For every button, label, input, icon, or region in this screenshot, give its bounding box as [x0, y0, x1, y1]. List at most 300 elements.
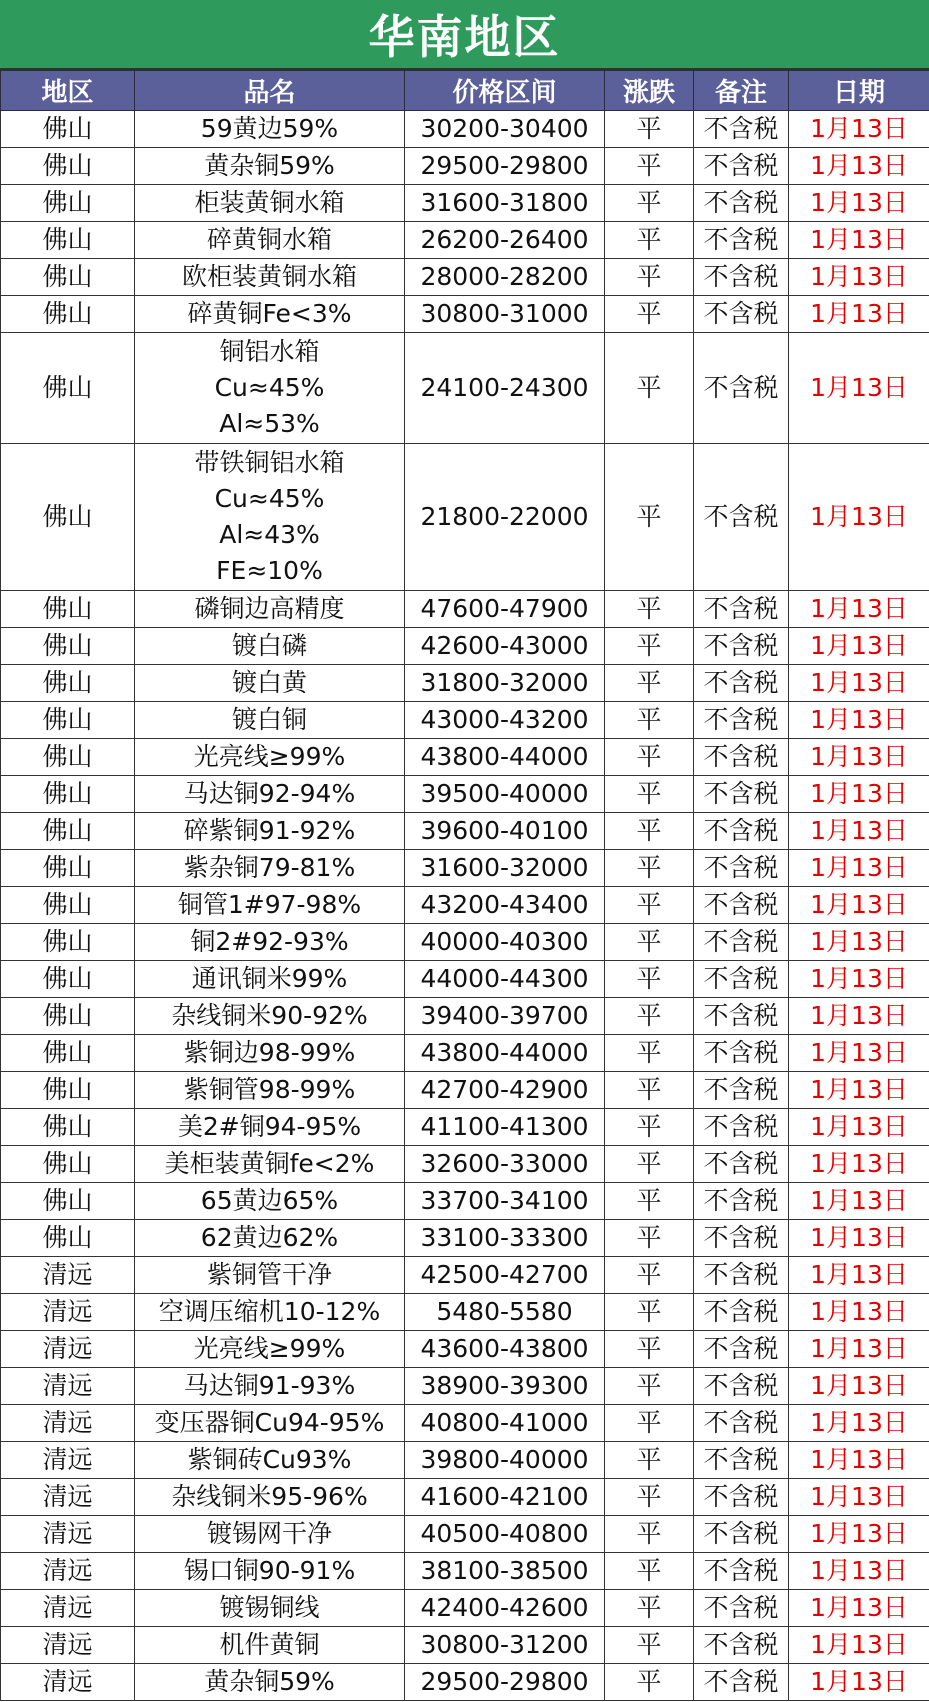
- cell-change: 平: [605, 1664, 694, 1701]
- cell-name-line: 通讯铜米99%: [191, 964, 348, 993]
- cell-name-line: Cu≈45%: [214, 373, 325, 402]
- table-row: [1, 924, 929, 961]
- cell-name: [135, 850, 405, 887]
- table-row: [1, 628, 929, 665]
- cell-date: 1月13日: [789, 702, 929, 739]
- header-change: 涨跌: [605, 71, 694, 111]
- cell-change: 平: [605, 998, 694, 1035]
- cell-date: 1月13日: [789, 998, 929, 1035]
- cell-date: 1月13日: [789, 1257, 929, 1294]
- table-row: [1, 333, 929, 444]
- cell-date: 1月13日: [789, 1590, 929, 1627]
- cell-date: 1月13日: [789, 628, 929, 665]
- table-row: [1, 739, 929, 776]
- cell-price: 40500-40800: [405, 1516, 605, 1553]
- cell-region: 佛山: [1, 591, 135, 628]
- table-row: [1, 665, 929, 702]
- cell-change: 平: [605, 1035, 694, 1072]
- cell-region: 佛山: [1, 702, 135, 739]
- cell-name: [135, 1479, 405, 1516]
- table-row: [1, 1257, 929, 1294]
- cell-name: [135, 111, 405, 148]
- cell-date: 1月13日: [789, 924, 929, 961]
- cell-name-line: 紫铜管98-99%: [183, 1075, 356, 1104]
- cell-note: 不含税: [694, 185, 789, 222]
- cell-name: [135, 333, 405, 444]
- cell-note: 不含税: [694, 296, 789, 333]
- table-row: [1, 591, 929, 628]
- cell-name: [135, 998, 405, 1035]
- cell-name-line: 65黄边65%: [200, 1186, 339, 1215]
- cell-name-line: 光亮线≥99%: [193, 742, 346, 771]
- cell-price: 31600-31800: [405, 185, 605, 222]
- cell-change: 平: [605, 296, 694, 333]
- cell-date: 1月13日: [789, 185, 929, 222]
- cell-change: 平: [605, 961, 694, 998]
- cell-note: 不含税: [694, 998, 789, 1035]
- cell-name: [135, 1405, 405, 1442]
- cell-change: 平: [605, 850, 694, 887]
- cell-date: 1月13日: [789, 1146, 929, 1183]
- cell-note: 不含税: [694, 1479, 789, 1516]
- cell-name-line: 马达铜91-93%: [183, 1371, 356, 1400]
- cell-region: 清远: [1, 1405, 135, 1442]
- cell-date: 1月13日: [789, 850, 929, 887]
- cell-name: [135, 1627, 405, 1664]
- cell-region: 佛山: [1, 665, 135, 702]
- cell-note: 不含税: [694, 222, 789, 259]
- cell-region: 佛山: [1, 1109, 135, 1146]
- cell-name: [135, 961, 405, 998]
- cell-note: 不含税: [694, 591, 789, 628]
- table-row: [1, 776, 929, 813]
- cell-region: 佛山: [1, 185, 135, 222]
- table-row: [1, 1405, 929, 1442]
- cell-region: 佛山: [1, 444, 135, 591]
- page-title: 华南地区: [0, 0, 929, 70]
- cell-note: 不含税: [694, 628, 789, 665]
- header-row: [1, 71, 929, 111]
- cell-name: [135, 444, 405, 591]
- cell-price: 40800-41000: [405, 1405, 605, 1442]
- table-row: [1, 702, 929, 739]
- cell-price: 30800-31000: [405, 296, 605, 333]
- table-row: [1, 111, 929, 148]
- cell-name: [135, 259, 405, 296]
- cell-name-line: 黄杂铜59%: [204, 1667, 335, 1696]
- cell-price: 40000-40300: [405, 924, 605, 961]
- cell-name-line: 62黄边62%: [200, 1223, 339, 1252]
- cell-region: 清远: [1, 1479, 135, 1516]
- cell-note: 不含税: [694, 1664, 789, 1701]
- cell-date: 1月13日: [789, 1035, 929, 1072]
- cell-change: 平: [605, 739, 694, 776]
- cell-note: 不含税: [694, 887, 789, 924]
- cell-date: 1月13日: [789, 259, 929, 296]
- cell-change: 平: [605, 887, 694, 924]
- cell-note: 不含税: [694, 1590, 789, 1627]
- cell-region: 佛山: [1, 739, 135, 776]
- cell-region: 佛山: [1, 998, 135, 1035]
- cell-price: 47600-47900: [405, 591, 605, 628]
- cell-name-line: 紫铜砖Cu93%: [187, 1445, 352, 1474]
- cell-change: 平: [605, 333, 694, 444]
- cell-date: 1月13日: [789, 1072, 929, 1109]
- cell-name: [135, 1664, 405, 1701]
- cell-note: 不含税: [694, 924, 789, 961]
- cell-region: 清远: [1, 1368, 135, 1405]
- cell-date: 1月13日: [789, 739, 929, 776]
- cell-region: 佛山: [1, 924, 135, 961]
- cell-note: 不含税: [694, 1553, 789, 1590]
- cell-date: 1月13日: [789, 1294, 929, 1331]
- cell-name-line: FE≈10%: [216, 556, 323, 585]
- cell-date: 1月13日: [789, 961, 929, 998]
- cell-note: 不含税: [694, 148, 789, 185]
- cell-date: 1月13日: [789, 333, 929, 444]
- cell-note: 不含税: [694, 1405, 789, 1442]
- cell-price: 43000-43200: [405, 702, 605, 739]
- cell-name: [135, 887, 405, 924]
- cell-price: 29500-29800: [405, 1664, 605, 1701]
- cell-region: 清远: [1, 1442, 135, 1479]
- cell-change: 平: [605, 1368, 694, 1405]
- cell-name: [135, 739, 405, 776]
- cell-name-line: 美2#铜94-95%: [177, 1112, 362, 1141]
- cell-price: 39600-40100: [405, 813, 605, 850]
- cell-price: 21800-22000: [405, 444, 605, 591]
- cell-note: 不含税: [694, 850, 789, 887]
- cell-date: 1月13日: [789, 1368, 929, 1405]
- cell-name-line: Al≈43%: [219, 520, 320, 549]
- table-row: [1, 444, 929, 591]
- cell-date: 1月13日: [789, 148, 929, 185]
- cell-region: 佛山: [1, 296, 135, 333]
- cell-region: 清远: [1, 1553, 135, 1590]
- header-price: 价格区间: [405, 71, 605, 111]
- cell-name-line: 杂线铜米95-96%: [171, 1482, 368, 1511]
- cell-name: [135, 1368, 405, 1405]
- cell-name: [135, 591, 405, 628]
- table-row: [1, 148, 929, 185]
- cell-name-line: Cu≈45%: [214, 484, 325, 513]
- cell-name: [135, 1220, 405, 1257]
- cell-name-line: 磷铜边高精度: [194, 594, 345, 623]
- header-date: 日期: [789, 71, 929, 111]
- cell-name-line: 空调压缩机10-12%: [158, 1297, 381, 1326]
- cell-region: 清远: [1, 1627, 135, 1664]
- cell-change: 平: [605, 1220, 694, 1257]
- cell-note: 不含税: [694, 259, 789, 296]
- cell-price: 39500-40000: [405, 776, 605, 813]
- cell-change: 平: [605, 111, 694, 148]
- table-row: [1, 887, 929, 924]
- cell-price: 43800-44000: [405, 739, 605, 776]
- cell-note: 不含税: [694, 776, 789, 813]
- cell-change: 平: [605, 591, 694, 628]
- cell-name: [135, 1035, 405, 1072]
- cell-name: [135, 1257, 405, 1294]
- cell-region: 佛山: [1, 628, 135, 665]
- cell-change: 平: [605, 1072, 694, 1109]
- cell-price: 38900-39300: [405, 1368, 605, 1405]
- cell-name: [135, 1590, 405, 1627]
- cell-region: 佛山: [1, 333, 135, 444]
- cell-note: 不含税: [694, 1257, 789, 1294]
- price-table: [0, 70, 929, 1701]
- cell-region: 佛山: [1, 1035, 135, 1072]
- table-row: [1, 813, 929, 850]
- cell-change: 平: [605, 924, 694, 961]
- table-row: [1, 850, 929, 887]
- cell-date: 1月13日: [789, 1405, 929, 1442]
- cell-note: 不含税: [694, 1331, 789, 1368]
- cell-name: [135, 776, 405, 813]
- cell-region: 清远: [1, 1516, 135, 1553]
- table-row: [1, 222, 929, 259]
- cell-date: 1月13日: [789, 1664, 929, 1701]
- cell-region: 佛山: [1, 887, 135, 924]
- cell-change: 平: [605, 813, 694, 850]
- cell-date: 1月13日: [789, 296, 929, 333]
- cell-note: 不含税: [694, 333, 789, 444]
- cell-note: 不含税: [694, 961, 789, 998]
- cell-name-line: 镀白铜: [231, 705, 307, 734]
- cell-name: [135, 702, 405, 739]
- cell-date: 1月13日: [789, 813, 929, 850]
- cell-name: [135, 1553, 405, 1590]
- cell-change: 平: [605, 1109, 694, 1146]
- table-row: [1, 1516, 929, 1553]
- cell-price: 33100-33300: [405, 1220, 605, 1257]
- cell-note: 不含税: [694, 1072, 789, 1109]
- cell-region: 佛山: [1, 776, 135, 813]
- cell-name-line: 马达铜92-94%: [183, 779, 356, 808]
- cell-region: 清远: [1, 1257, 135, 1294]
- cell-date: 1月13日: [789, 1479, 929, 1516]
- cell-change: 平: [605, 702, 694, 739]
- cell-date: 1月13日: [789, 1627, 929, 1664]
- cell-region: 佛山: [1, 222, 135, 259]
- cell-name: [135, 628, 405, 665]
- cell-name-line: 59黄边59%: [200, 114, 339, 143]
- table-row: [1, 1442, 929, 1479]
- table-row: [1, 1368, 929, 1405]
- table-row: [1, 296, 929, 333]
- table-row: [1, 1590, 929, 1627]
- table-row: [1, 998, 929, 1035]
- cell-name: [135, 1331, 405, 1368]
- cell-price: 43200-43400: [405, 887, 605, 924]
- cell-name: [135, 1072, 405, 1109]
- table-row: [1, 1553, 929, 1590]
- cell-price: 41100-41300: [405, 1109, 605, 1146]
- cell-price: 38100-38500: [405, 1553, 605, 1590]
- table-row: [1, 1109, 929, 1146]
- cell-price: 28000-28200: [405, 259, 605, 296]
- cell-note: 不含税: [694, 1368, 789, 1405]
- cell-price: 31800-32000: [405, 665, 605, 702]
- cell-note: 不含税: [694, 1109, 789, 1146]
- cell-date: 1月13日: [789, 1183, 929, 1220]
- cell-region: 佛山: [1, 1220, 135, 1257]
- cell-change: 平: [605, 1146, 694, 1183]
- cell-price: 42500-42700: [405, 1257, 605, 1294]
- cell-date: 1月13日: [789, 1442, 929, 1479]
- cell-date: 1月13日: [789, 444, 929, 591]
- cell-note: 不含税: [694, 665, 789, 702]
- cell-price: 5480-5580: [405, 1294, 605, 1331]
- cell-change: 平: [605, 1553, 694, 1590]
- cell-name-line: 机件黄铜: [219, 1630, 320, 1659]
- cell-price: 31600-32000: [405, 850, 605, 887]
- cell-name-line: 柜装黄铜水箱: [194, 188, 345, 217]
- cell-note: 不含税: [694, 1294, 789, 1331]
- cell-date: 1月13日: [789, 776, 929, 813]
- cell-change: 平: [605, 1331, 694, 1368]
- cell-note: 不含税: [694, 1035, 789, 1072]
- cell-price: 42400-42600: [405, 1590, 605, 1627]
- cell-change: 平: [605, 1590, 694, 1627]
- cell-note: 不含税: [694, 1146, 789, 1183]
- cell-price: 42700-42900: [405, 1072, 605, 1109]
- cell-note: 不含税: [694, 702, 789, 739]
- cell-region: 清远: [1, 1331, 135, 1368]
- cell-date: 1月13日: [789, 1516, 929, 1553]
- cell-name-line: 欧柜装黄铜水箱: [181, 262, 357, 291]
- cell-change: 平: [605, 259, 694, 296]
- cell-note: 不含税: [694, 1442, 789, 1479]
- table-row: [1, 1664, 929, 1701]
- table-row: [1, 1183, 929, 1220]
- cell-price: 41600-42100: [405, 1479, 605, 1516]
- cell-change: 平: [605, 222, 694, 259]
- cell-name-line: 杂线铜米90-92%: [171, 1001, 368, 1030]
- cell-date: 1月13日: [789, 222, 929, 259]
- table-row: [1, 1479, 929, 1516]
- table-row: [1, 961, 929, 998]
- cell-note: 不含税: [694, 1516, 789, 1553]
- cell-change: 平: [605, 776, 694, 813]
- cell-change: 平: [605, 1257, 694, 1294]
- cell-change: 平: [605, 1183, 694, 1220]
- cell-price: 29500-29800: [405, 148, 605, 185]
- cell-region: 佛山: [1, 961, 135, 998]
- table-row: [1, 259, 929, 296]
- cell-region: 佛山: [1, 1183, 135, 1220]
- cell-region: 佛山: [1, 850, 135, 887]
- cell-date: 1月13日: [789, 1331, 929, 1368]
- cell-change: 平: [605, 185, 694, 222]
- cell-date: 1月13日: [789, 665, 929, 702]
- cell-price: 24100-24300: [405, 333, 605, 444]
- cell-note: 不含税: [694, 111, 789, 148]
- cell-region: 佛山: [1, 813, 135, 850]
- cell-region: 佛山: [1, 111, 135, 148]
- cell-name-line: 美柜装黄铜fe<2%: [164, 1149, 375, 1178]
- cell-date: 1月13日: [789, 1109, 929, 1146]
- cell-name: [135, 1294, 405, 1331]
- cell-date: 1月13日: [789, 111, 929, 148]
- cell-price: 43600-43800: [405, 1331, 605, 1368]
- cell-change: 平: [605, 1442, 694, 1479]
- cell-name-line: 紫杂铜79-81%: [183, 853, 356, 882]
- cell-name-line: 紫铜管干净: [206, 1260, 332, 1289]
- cell-change: 平: [605, 1516, 694, 1553]
- cell-note: 不含税: [694, 739, 789, 776]
- cell-name-line: 碎紫铜91-92%: [183, 816, 356, 845]
- cell-name-line: 铜铝水箱: [219, 337, 320, 366]
- cell-price: 32600-33000: [405, 1146, 605, 1183]
- cell-name-line: 锡口铜90-91%: [183, 1556, 356, 1585]
- cell-price: 39800-40000: [405, 1442, 605, 1479]
- cell-note: 不含税: [694, 813, 789, 850]
- table-row: [1, 1294, 929, 1331]
- cell-name: [135, 924, 405, 961]
- cell-name-line: 碎黄铜Fe<3%: [187, 299, 352, 328]
- cell-date: 1月13日: [789, 591, 929, 628]
- cell-name: [135, 148, 405, 185]
- table-row: [1, 1146, 929, 1183]
- cell-name-line: 碎黄铜水箱: [206, 225, 332, 254]
- cell-change: 平: [605, 444, 694, 591]
- cell-price: 33700-34100: [405, 1183, 605, 1220]
- cell-price: 30800-31200: [405, 1627, 605, 1664]
- cell-name-line: 光亮线≥99%: [193, 1334, 346, 1363]
- cell-change: 平: [605, 628, 694, 665]
- cell-name: [135, 665, 405, 702]
- cell-name: [135, 1442, 405, 1479]
- cell-name-line: 黄杂铜59%: [204, 151, 335, 180]
- cell-name-line: 镀锡网干净: [206, 1519, 332, 1548]
- cell-name: [135, 185, 405, 222]
- header-region: 地区: [1, 71, 135, 111]
- cell-change: 平: [605, 1405, 694, 1442]
- cell-name-line: 变压器铜Cu94-95%: [154, 1408, 385, 1437]
- table-row: [1, 185, 929, 222]
- cell-name: [135, 222, 405, 259]
- cell-price: 44000-44300: [405, 961, 605, 998]
- cell-region: 佛山: [1, 1146, 135, 1183]
- cell-region: 佛山: [1, 148, 135, 185]
- table-row: [1, 1072, 929, 1109]
- cell-price: 43800-44000: [405, 1035, 605, 1072]
- cell-region: 清远: [1, 1294, 135, 1331]
- table-body: [1, 111, 929, 1701]
- cell-region: 佛山: [1, 259, 135, 296]
- cell-name: [135, 1109, 405, 1146]
- header-note: 备注: [694, 71, 789, 111]
- table-row: [1, 1331, 929, 1368]
- cell-name: [135, 813, 405, 850]
- table-row: [1, 1035, 929, 1072]
- cell-price: 42600-43000: [405, 628, 605, 665]
- cell-name-line: 镀白黄: [231, 668, 307, 697]
- cell-name: [135, 1146, 405, 1183]
- cell-price: 30200-30400: [405, 111, 605, 148]
- table-row: [1, 1627, 929, 1664]
- cell-note: 不含税: [694, 444, 789, 591]
- cell-name-line: 带铁铜铝水箱: [194, 448, 345, 477]
- cell-region: 佛山: [1, 1072, 135, 1109]
- cell-date: 1月13日: [789, 1553, 929, 1590]
- cell-note: 不含税: [694, 1220, 789, 1257]
- cell-name: [135, 296, 405, 333]
- cell-name-line: 铜管1#97-98%: [177, 890, 362, 919]
- cell-name: [135, 1516, 405, 1553]
- cell-region: 清远: [1, 1590, 135, 1627]
- cell-name-line: 镀白磷: [231, 631, 307, 660]
